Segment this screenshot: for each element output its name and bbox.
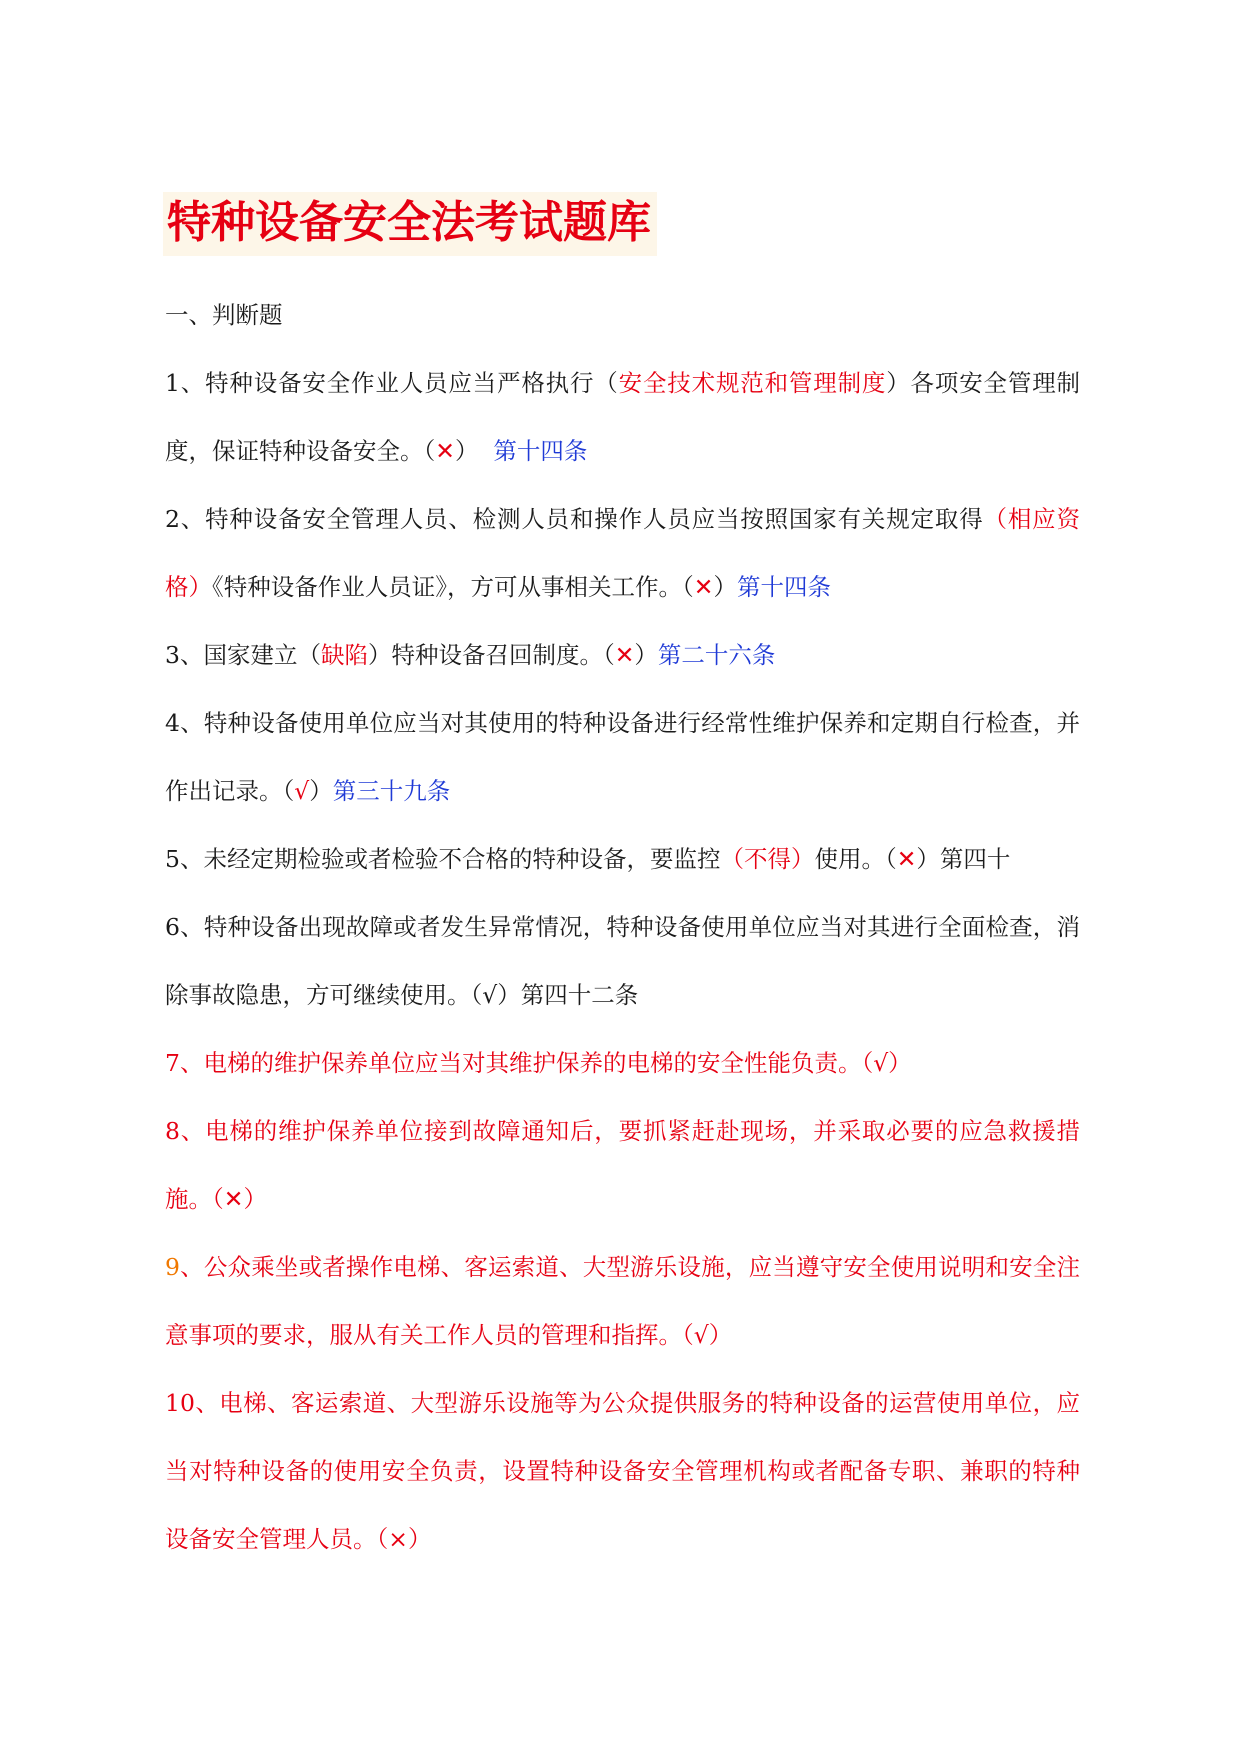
question-5-close: ）第四十: [916, 845, 1011, 873]
question-5-text-cont: 使用。（: [814, 845, 897, 873]
page-title: 特种设备安全法考试题库: [163, 192, 657, 256]
question-3-text-cont: ）特种设备召回制度。（: [367, 641, 615, 669]
section-heading: 一、判断题: [165, 301, 283, 329]
question-1-correction: 安全技术规范和管理制度: [618, 369, 887, 397]
question-4-text: 4、特种设备使用单位应当对其使用的特种设备进行经常性维护保养和定期自行检查，并作出记录。（: [165, 709, 1080, 805]
question-9-number: 9: [165, 1253, 180, 1281]
question-4: [165, 689, 1080, 825]
question-1-text-cont: ）各项安全管理制度，保证特种设备安全。（: [165, 369, 1081, 465]
question-9: [165, 1233, 1080, 1369]
question-5-text: 5、未经定期检验或者检验不合格的特种设备，要监控: [165, 845, 721, 873]
question-3-text: 3、国家建立（: [165, 641, 321, 669]
question-1-text: 1、特种设备安全作业人员应当严格执行（: [165, 369, 619, 397]
question-4-close: ）: [309, 777, 333, 805]
question-7: 7、电梯的维护保养单位应当对其维护保养的电梯的安全性能负责。（√）: [165, 1049, 912, 1077]
question-3-correction: 缺陷: [320, 641, 368, 669]
question-3-close: ）: [634, 641, 658, 669]
question-2-answer: ✕: [693, 573, 714, 601]
question-3: [165, 621, 1080, 689]
question-1: [165, 349, 1080, 485]
question-6: [165, 893, 1080, 1029]
question-2-correction: （相应资格）: [165, 505, 1081, 601]
question-2-text: 2、特种设备安全管理人员、检测人员和操作人员应当按照国家有关规定取得: [165, 505, 984, 533]
question-2-close: ）: [713, 573, 737, 601]
question-1-close: ）: [454, 437, 494, 465]
question-5-correction: （不得）: [720, 845, 815, 873]
question-9-text: 、公众乘坐或者操作电梯、客运索道、大型游乐设施，应当遵守安全使用说明和安全注意事项的要求，服从有关工作人员的管理和指挥。（√）: [165, 1253, 1080, 1349]
question-1-article: 第十四条: [493, 437, 588, 465]
question-list: [165, 281, 1080, 1573]
question-2-article: 第十四条: [736, 573, 831, 601]
question-10: 10、电梯、客运索道、大型游乐设施等为公众提供服务的特种设备的运营使用单位，应当对特种设备的使用安全负责，设置特种设备安全管理机构或者配备专职、兼职的特种设备安全管理人员。（×）: [165, 1389, 1080, 1553]
question-5: [165, 825, 1080, 893]
question-2-text-cont: 《特种设备作业人员证》，方可从事相关工作。（: [212, 573, 694, 601]
question-4-answer: √: [294, 777, 310, 805]
question-3-article: 第二十六条: [657, 641, 776, 669]
question-6-close: ）第四十二条: [497, 981, 639, 1009]
question-2: [165, 485, 1080, 621]
question-6-text: 6、特种设备出现故障或者发生异常情况，特种设备使用单位应当对其进行全面检查，消除事故隐患，方可继续使用。（: [165, 913, 1080, 1009]
question-4-article: 第三十九条: [332, 777, 451, 805]
question-1-answer: ✕: [435, 437, 455, 465]
question-6-answer: √: [482, 981, 498, 1009]
question-5-answer: ✕: [896, 845, 917, 873]
question-3-answer: ✕: [614, 641, 635, 669]
question-8: 8、电梯的维护保养单位接到故障通知后，要抓紧赶赴现场，并采取必要的应急救援措施。（✕）: [165, 1117, 1080, 1213]
